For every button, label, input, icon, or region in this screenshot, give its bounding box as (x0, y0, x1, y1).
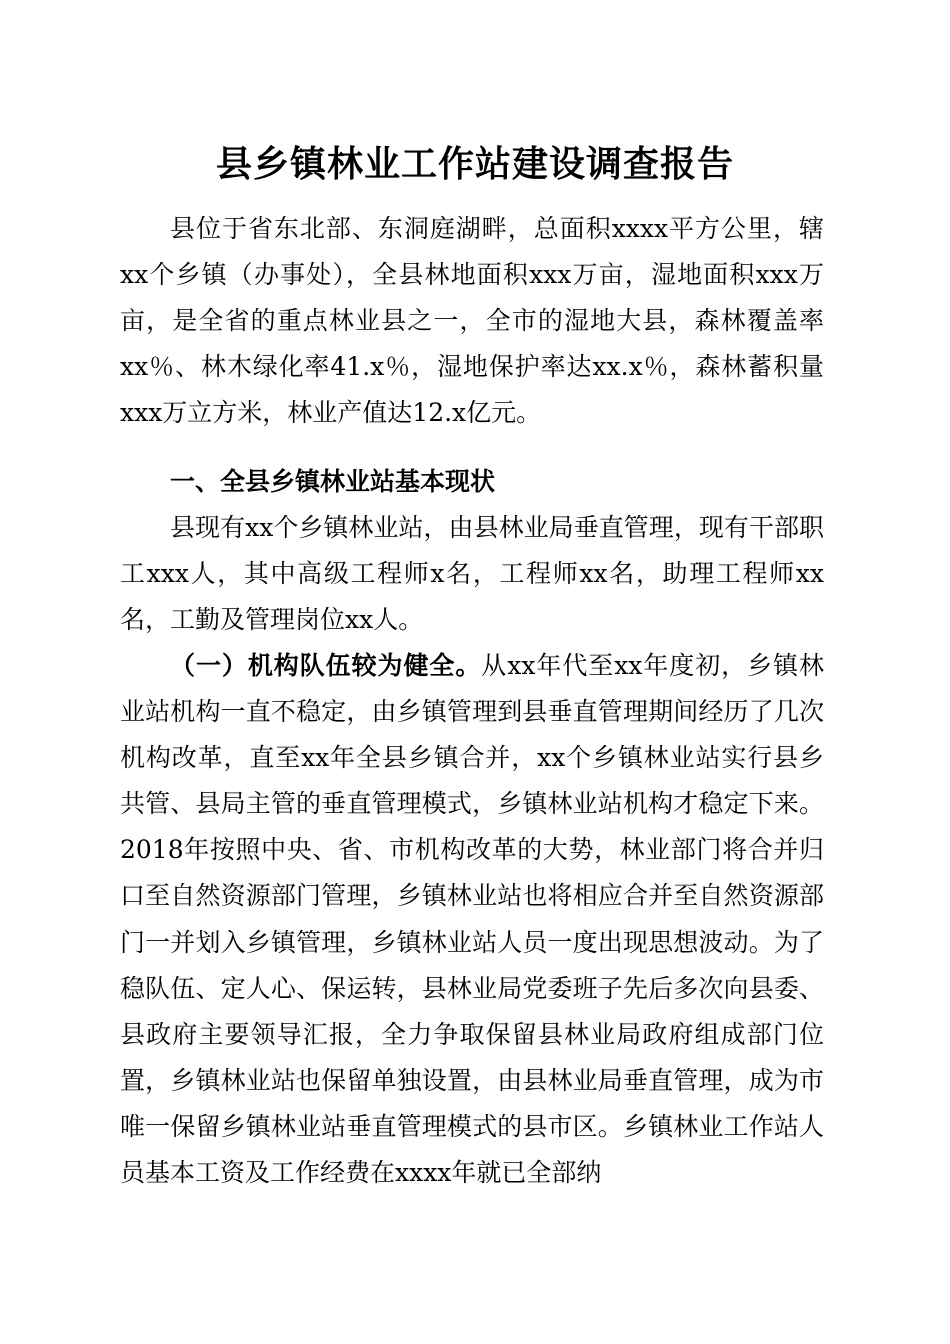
subsection-lead: （一）机构队伍较为健全。 (170, 651, 482, 680)
subsection-body: 从xx年代至xx年度初，乡镇林业站机构一直不稳定，由乡镇管理到县垂直管理期间经历了几次机构改革，直至xx年全县乡镇合并，xx个乡镇林业站实行县乡共管、县局主管的垂直管理模式，乡镇林业站机构才稳定下来。2018年按照中央、省、市机构改革的大势，林业部门将合并归口至自然资源部门管理，乡镇林业站也将相应合并至自然资源部门一并划入乡镇管理，乡镇林业站人员一度出现思想波动。为了稳队伍、定人心、保运转，县林业局党委班子先后多次向县委、县政府主要领导汇报，全力争取保留县林业局政府组成部门位置，乡镇林业站也保留单独设置，由县林业局垂直管理，成为市唯一保留乡镇林业站垂直管理模式的县市区。乡镇林业工作站人员基本工资及工作经费在xxxx年就已全部纳 (120, 651, 824, 1188)
document-title: 县乡镇林业工作站建设调查报告 (215, 143, 734, 185)
paragraph-staff: 县现有xx个乡镇林业站，由县林业局垂直管理，现有干部职工xxx人，其中高级工程师x名，工程师xx名，助理工程师xx名，工勤及管理岗位xx人。 (120, 513, 824, 635)
paragraph-overview: 县位于省东北部、东洞庭湖畔，总面积xxxx平方公里，辖xx个乡镇（办事处），全县林地面积xxx万亩，湿地面积xxx万亩，是全省的重点林业县之一，全市的湿地大县，森林覆盖率xx％、林木绿化率41.x％，湿地保护率达xx.x％，森林蓄积量xxx万立方米，林业产值达12.x亿元。 (120, 214, 824, 428)
section-heading-1: 一、全县乡镇林业站基本现状 (170, 467, 496, 496)
paragraph-organization (120, 643, 824, 1196)
